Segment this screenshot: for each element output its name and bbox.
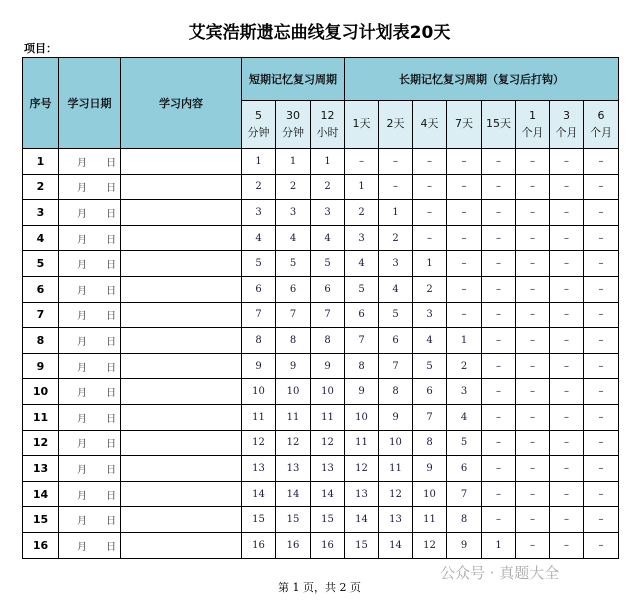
- review-cell[interactable]: –: [482, 302, 516, 328]
- review-cell[interactable]: 13: [345, 481, 379, 507]
- review-cell[interactable]: 11: [242, 404, 276, 430]
- review-cell[interactable]: 5: [447, 430, 482, 456]
- review-cell[interactable]: 9: [311, 353, 345, 379]
- table-row: [23, 456, 619, 482]
- review-cell[interactable]: 12: [311, 430, 345, 456]
- row-index: 15: [23, 507, 59, 533]
- content-cell[interactable]: [121, 276, 242, 302]
- review-cell[interactable]: –: [516, 379, 550, 405]
- date-cell[interactable]: 月 日: [59, 379, 121, 405]
- review-cell[interactable]: 6: [311, 276, 345, 302]
- review-cell[interactable]: –: [482, 379, 516, 405]
- date-cell[interactable]: 月 日: [59, 481, 121, 507]
- review-cell[interactable]: 9: [447, 532, 482, 558]
- content-cell[interactable]: [121, 302, 242, 328]
- content-cell[interactable]: [121, 174, 242, 200]
- review-cell[interactable]: 11: [276, 404, 311, 430]
- date-cell[interactable]: 月 日: [59, 532, 121, 558]
- review-cell[interactable]: –: [584, 404, 619, 430]
- content-cell[interactable]: [121, 251, 242, 277]
- date-cell[interactable]: 月 日: [59, 149, 121, 175]
- review-cell[interactable]: 11: [345, 430, 379, 456]
- review-cell[interactable]: 8: [447, 507, 482, 533]
- review-cell[interactable]: 13: [242, 456, 276, 482]
- table-row: [23, 200, 619, 226]
- review-cell[interactable]: 5: [276, 251, 311, 277]
- review-cell[interactable]: 1: [413, 251, 447, 277]
- review-cell[interactable]: 2: [242, 174, 276, 200]
- review-cell[interactable]: 13: [311, 456, 345, 482]
- page-footer: 第 1 页，共 2 页: [278, 581, 361, 594]
- review-cell[interactable]: 6: [345, 302, 379, 328]
- content-cell[interactable]: [121, 379, 242, 405]
- review-cell[interactable]: –: [516, 456, 550, 482]
- review-cell[interactable]: 6: [447, 456, 482, 482]
- review-cell[interactable]: –: [516, 481, 550, 507]
- row-index: 9: [23, 353, 59, 379]
- date-cell[interactable]: 月 日: [59, 302, 121, 328]
- table-row: [23, 532, 619, 558]
- review-cell[interactable]: 8: [242, 328, 276, 354]
- review-cell[interactable]: –: [584, 507, 619, 533]
- review-cell[interactable]: 15: [311, 507, 345, 533]
- review-cell[interactable]: –: [550, 328, 584, 354]
- review-cell[interactable]: –: [413, 149, 447, 175]
- review-cell[interactable]: –: [379, 174, 413, 200]
- review-cell[interactable]: 1: [447, 328, 482, 354]
- header-date: 学习日期: [59, 58, 121, 149]
- review-cell[interactable]: 10: [379, 430, 413, 456]
- content-cell[interactable]: [121, 353, 242, 379]
- review-cell[interactable]: 1: [379, 200, 413, 226]
- table-row: [23, 251, 619, 277]
- review-cell[interactable]: 15: [345, 532, 379, 558]
- review-cell[interactable]: 2: [447, 353, 482, 379]
- review-cell[interactable]: 8: [276, 328, 311, 354]
- date-cell[interactable]: 月 日: [59, 456, 121, 482]
- review-cell[interactable]: 15: [276, 507, 311, 533]
- review-cell[interactable]: –: [584, 251, 619, 277]
- review-cell[interactable]: –: [550, 174, 584, 200]
- review-cell[interactable]: –: [516, 149, 550, 175]
- review-cell[interactable]: 4: [345, 251, 379, 277]
- review-cell[interactable]: 4: [276, 225, 311, 251]
- review-cell[interactable]: –: [516, 328, 550, 354]
- review-cell[interactable]: 9: [413, 456, 447, 482]
- review-cell[interactable]: 4: [447, 404, 482, 430]
- header-content: 学习内容: [121, 58, 242, 149]
- review-cell[interactable]: –: [482, 174, 516, 200]
- review-cell[interactable]: 3: [311, 200, 345, 226]
- review-cell[interactable]: –: [482, 430, 516, 456]
- review-cell[interactable]: 4: [242, 225, 276, 251]
- review-cell[interactable]: –: [413, 174, 447, 200]
- review-cell[interactable]: –: [447, 251, 482, 277]
- review-cell[interactable]: 16: [276, 532, 311, 558]
- review-cell[interactable]: 3: [345, 225, 379, 251]
- date-cell[interactable]: 月 日: [59, 328, 121, 354]
- review-cell[interactable]: 14: [379, 532, 413, 558]
- review-cell[interactable]: –: [482, 456, 516, 482]
- header-short-term: 短期记忆复习周期: [242, 58, 345, 101]
- review-cell[interactable]: 11: [311, 404, 345, 430]
- review-cell[interactable]: –: [516, 302, 550, 328]
- review-cell[interactable]: –: [550, 353, 584, 379]
- review-cell[interactable]: –: [447, 276, 482, 302]
- subheader-long-5: 1 个月: [516, 101, 550, 149]
- review-cell[interactable]: –: [482, 507, 516, 533]
- subheader-short-0: 5 分钟: [242, 101, 276, 149]
- review-cell[interactable]: –: [516, 353, 550, 379]
- review-cell[interactable]: 2: [311, 174, 345, 200]
- date-cell[interactable]: 月 日: [59, 353, 121, 379]
- review-cell[interactable]: –: [447, 200, 482, 226]
- review-cell[interactable]: 10: [276, 379, 311, 405]
- review-cell[interactable]: –: [584, 430, 619, 456]
- review-cell[interactable]: –: [413, 200, 447, 226]
- row-index: 6: [23, 276, 59, 302]
- review-cell[interactable]: 14: [311, 481, 345, 507]
- row-index: 5: [23, 251, 59, 277]
- review-cell[interactable]: 6: [276, 276, 311, 302]
- row-index: 16: [23, 532, 59, 558]
- review-cell[interactable]: 7: [311, 302, 345, 328]
- row-index: 14: [23, 481, 59, 507]
- header-index: 序号: [23, 58, 59, 149]
- row-index: 3: [23, 200, 59, 226]
- review-cell[interactable]: –: [482, 200, 516, 226]
- review-cell[interactable]: –: [516, 276, 550, 302]
- table-row: [23, 430, 619, 456]
- table-row: [23, 353, 619, 379]
- review-cell[interactable]: 9: [242, 353, 276, 379]
- review-cell[interactable]: –: [482, 404, 516, 430]
- subheader-long-2: 4天: [413, 101, 447, 149]
- review-cell[interactable]: 8: [379, 379, 413, 405]
- content-cell[interactable]: [121, 430, 242, 456]
- review-cell[interactable]: –: [516, 532, 550, 558]
- review-cell[interactable]: 6: [379, 328, 413, 354]
- date-cell[interactable]: 月 日: [59, 251, 121, 277]
- date-cell[interactable]: 月 日: [59, 276, 121, 302]
- table-row: [23, 404, 619, 430]
- review-cell[interactable]: –: [516, 174, 550, 200]
- review-cell[interactable]: –: [550, 225, 584, 251]
- review-cell[interactable]: –: [550, 456, 584, 482]
- review-cell[interactable]: 3: [413, 302, 447, 328]
- review-cell[interactable]: 5: [379, 302, 413, 328]
- table-row: [23, 379, 619, 405]
- content-cell[interactable]: [121, 225, 242, 251]
- review-cell[interactable]: –: [584, 532, 619, 558]
- review-cell[interactable]: 4: [311, 225, 345, 251]
- content-cell[interactable]: [121, 456, 242, 482]
- subheader-long-7: 6 个月: [584, 101, 619, 149]
- review-cell[interactable]: –: [550, 404, 584, 430]
- content-cell[interactable]: [121, 532, 242, 558]
- project-label: 项目：: [24, 42, 57, 55]
- review-cell[interactable]: 9: [379, 404, 413, 430]
- review-cell[interactable]: 4: [379, 276, 413, 302]
- table-row: [23, 507, 619, 533]
- row-index: 8: [23, 328, 59, 354]
- review-cell[interactable]: –: [550, 200, 584, 226]
- review-cell[interactable]: 1: [311, 149, 345, 175]
- review-cell[interactable]: –: [584, 379, 619, 405]
- date-cell[interactable]: 月 日: [59, 174, 121, 200]
- review-cell[interactable]: –: [550, 276, 584, 302]
- review-cell[interactable]: 3: [276, 200, 311, 226]
- review-cell[interactable]: –: [447, 174, 482, 200]
- review-cell[interactable]: –: [345, 149, 379, 175]
- review-cell[interactable]: 10: [413, 481, 447, 507]
- review-cell[interactable]: –: [550, 481, 584, 507]
- review-cell[interactable]: –: [584, 481, 619, 507]
- review-cell[interactable]: –: [447, 149, 482, 175]
- review-cell[interactable]: –: [379, 149, 413, 175]
- review-cell[interactable]: 3: [379, 251, 413, 277]
- review-cell[interactable]: 9: [276, 353, 311, 379]
- review-cell[interactable]: 12: [242, 430, 276, 456]
- date-cell[interactable]: 月 日: [59, 404, 121, 430]
- date-cell[interactable]: 月 日: [59, 507, 121, 533]
- review-cell[interactable]: 14: [242, 481, 276, 507]
- review-cell[interactable]: 12: [413, 532, 447, 558]
- subheader-long-0: 1天: [345, 101, 379, 149]
- row-index: 4: [23, 225, 59, 251]
- review-cell[interactable]: 5: [345, 276, 379, 302]
- review-cell[interactable]: 12: [345, 456, 379, 482]
- review-cell[interactable]: 1: [242, 149, 276, 175]
- review-cell[interactable]: –: [516, 507, 550, 533]
- review-cell[interactable]: –: [482, 225, 516, 251]
- table-row: [23, 276, 619, 302]
- subheader-long-1: 2天: [379, 101, 413, 149]
- table-row: [23, 149, 619, 175]
- review-cell[interactable]: –: [584, 149, 619, 175]
- header-long-term: 长期记忆复习周期（复习后打钩）: [345, 58, 619, 101]
- content-cell[interactable]: [121, 328, 242, 354]
- review-cell[interactable]: 13: [276, 456, 311, 482]
- review-cell[interactable]: 4: [413, 328, 447, 354]
- review-cell[interactable]: 12: [276, 430, 311, 456]
- review-schedule-table: [22, 57, 619, 559]
- review-cell[interactable]: 7: [379, 353, 413, 379]
- review-cell[interactable]: –: [550, 251, 584, 277]
- review-cell[interactable]: 6: [242, 276, 276, 302]
- review-cell[interactable]: –: [550, 507, 584, 533]
- review-cell[interactable]: 14: [276, 481, 311, 507]
- table-row: [23, 225, 619, 251]
- review-cell[interactable]: –: [550, 379, 584, 405]
- review-cell[interactable]: 1: [345, 174, 379, 200]
- review-cell[interactable]: 10: [242, 379, 276, 405]
- subheader-short-1: 30 分钟: [276, 101, 311, 149]
- review-cell[interactable]: 11: [379, 456, 413, 482]
- content-cell[interactable]: [121, 481, 242, 507]
- review-cell[interactable]: 3: [242, 200, 276, 226]
- review-cell[interactable]: –: [550, 149, 584, 175]
- subheader-long-6: 3 个月: [550, 101, 584, 149]
- date-cell[interactable]: 月 日: [59, 225, 121, 251]
- review-cell[interactable]: –: [516, 225, 550, 251]
- table-row: [23, 481, 619, 507]
- row-index: 10: [23, 379, 59, 405]
- review-cell[interactable]: 2: [276, 174, 311, 200]
- review-cell[interactable]: –: [584, 353, 619, 379]
- review-cell[interactable]: –: [584, 456, 619, 482]
- review-cell[interactable]: –: [482, 149, 516, 175]
- review-cell[interactable]: 16: [311, 532, 345, 558]
- review-cell[interactable]: 7: [447, 481, 482, 507]
- content-cell[interactable]: [121, 404, 242, 430]
- row-index: 7: [23, 302, 59, 328]
- subheader-short-2: 12 小时: [311, 101, 345, 149]
- review-cell[interactable]: –: [584, 200, 619, 226]
- review-cell[interactable]: 2: [379, 225, 413, 251]
- review-cell[interactable]: –: [584, 174, 619, 200]
- table-row: [23, 328, 619, 354]
- review-cell[interactable]: 8: [345, 353, 379, 379]
- review-cell[interactable]: –: [447, 302, 482, 328]
- page-title: 艾宾浩斯遗忘曲线复习计划表20天: [188, 23, 451, 43]
- review-cell[interactable]: 2: [345, 200, 379, 226]
- review-cell[interactable]: 10: [311, 379, 345, 405]
- review-cell[interactable]: 12: [379, 481, 413, 507]
- date-cell[interactable]: 月 日: [59, 200, 121, 226]
- review-cell[interactable]: 8: [413, 430, 447, 456]
- review-cell[interactable]: 11: [413, 507, 447, 533]
- review-cell[interactable]: –: [482, 481, 516, 507]
- review-cell[interactable]: –: [584, 302, 619, 328]
- subheader-long-4: 15天: [482, 101, 516, 149]
- review-cell[interactable]: –: [482, 353, 516, 379]
- review-cell[interactable]: –: [584, 276, 619, 302]
- review-cell[interactable]: 7: [276, 302, 311, 328]
- row-index: 11: [23, 404, 59, 430]
- review-cell[interactable]: –: [482, 328, 516, 354]
- review-cell[interactable]: –: [482, 251, 516, 277]
- review-cell[interactable]: 15: [242, 507, 276, 533]
- review-cell[interactable]: –: [550, 302, 584, 328]
- content-cell[interactable]: [121, 507, 242, 533]
- content-cell[interactable]: [121, 200, 242, 226]
- review-cell[interactable]: 16: [242, 532, 276, 558]
- row-index: 2: [23, 174, 59, 200]
- review-cell[interactable]: –: [447, 225, 482, 251]
- watermark: 公众号 · 真题大全: [440, 564, 560, 582]
- review-cell[interactable]: 14: [345, 507, 379, 533]
- review-cell[interactable]: 13: [379, 507, 413, 533]
- review-cell[interactable]: 5: [242, 251, 276, 277]
- review-cell[interactable]: –: [413, 225, 447, 251]
- review-cell[interactable]: 10: [345, 404, 379, 430]
- review-cell[interactable]: –: [550, 430, 584, 456]
- review-cell[interactable]: –: [516, 251, 550, 277]
- row-index: 12: [23, 430, 59, 456]
- review-cell[interactable]: 8: [311, 328, 345, 354]
- review-cell[interactable]: 3: [447, 379, 482, 405]
- row-index: 1: [23, 149, 59, 175]
- table-row: [23, 174, 619, 200]
- review-cell[interactable]: 2: [413, 276, 447, 302]
- review-cell[interactable]: 7: [345, 328, 379, 354]
- date-cell[interactable]: 月 日: [59, 430, 121, 456]
- review-cell[interactable]: 9: [345, 379, 379, 405]
- review-cell[interactable]: 1: [276, 149, 311, 175]
- content-cell[interactable]: [121, 149, 242, 175]
- review-cell[interactable]: –: [584, 328, 619, 354]
- review-cell[interactable]: –: [584, 225, 619, 251]
- review-cell[interactable]: –: [516, 430, 550, 456]
- review-cell[interactable]: –: [516, 404, 550, 430]
- review-cell[interactable]: 1: [482, 532, 516, 558]
- review-cell[interactable]: 5: [413, 353, 447, 379]
- review-cell[interactable]: 7: [242, 302, 276, 328]
- review-cell[interactable]: –: [550, 532, 584, 558]
- review-cell[interactable]: –: [482, 276, 516, 302]
- review-cell[interactable]: 6: [413, 379, 447, 405]
- row-index: 13: [23, 456, 59, 482]
- table-row: [23, 302, 619, 328]
- subheader-long-3: 7天: [447, 101, 482, 149]
- review-cell[interactable]: 5: [311, 251, 345, 277]
- review-cell[interactable]: 7: [413, 404, 447, 430]
- review-cell[interactable]: –: [516, 200, 550, 226]
